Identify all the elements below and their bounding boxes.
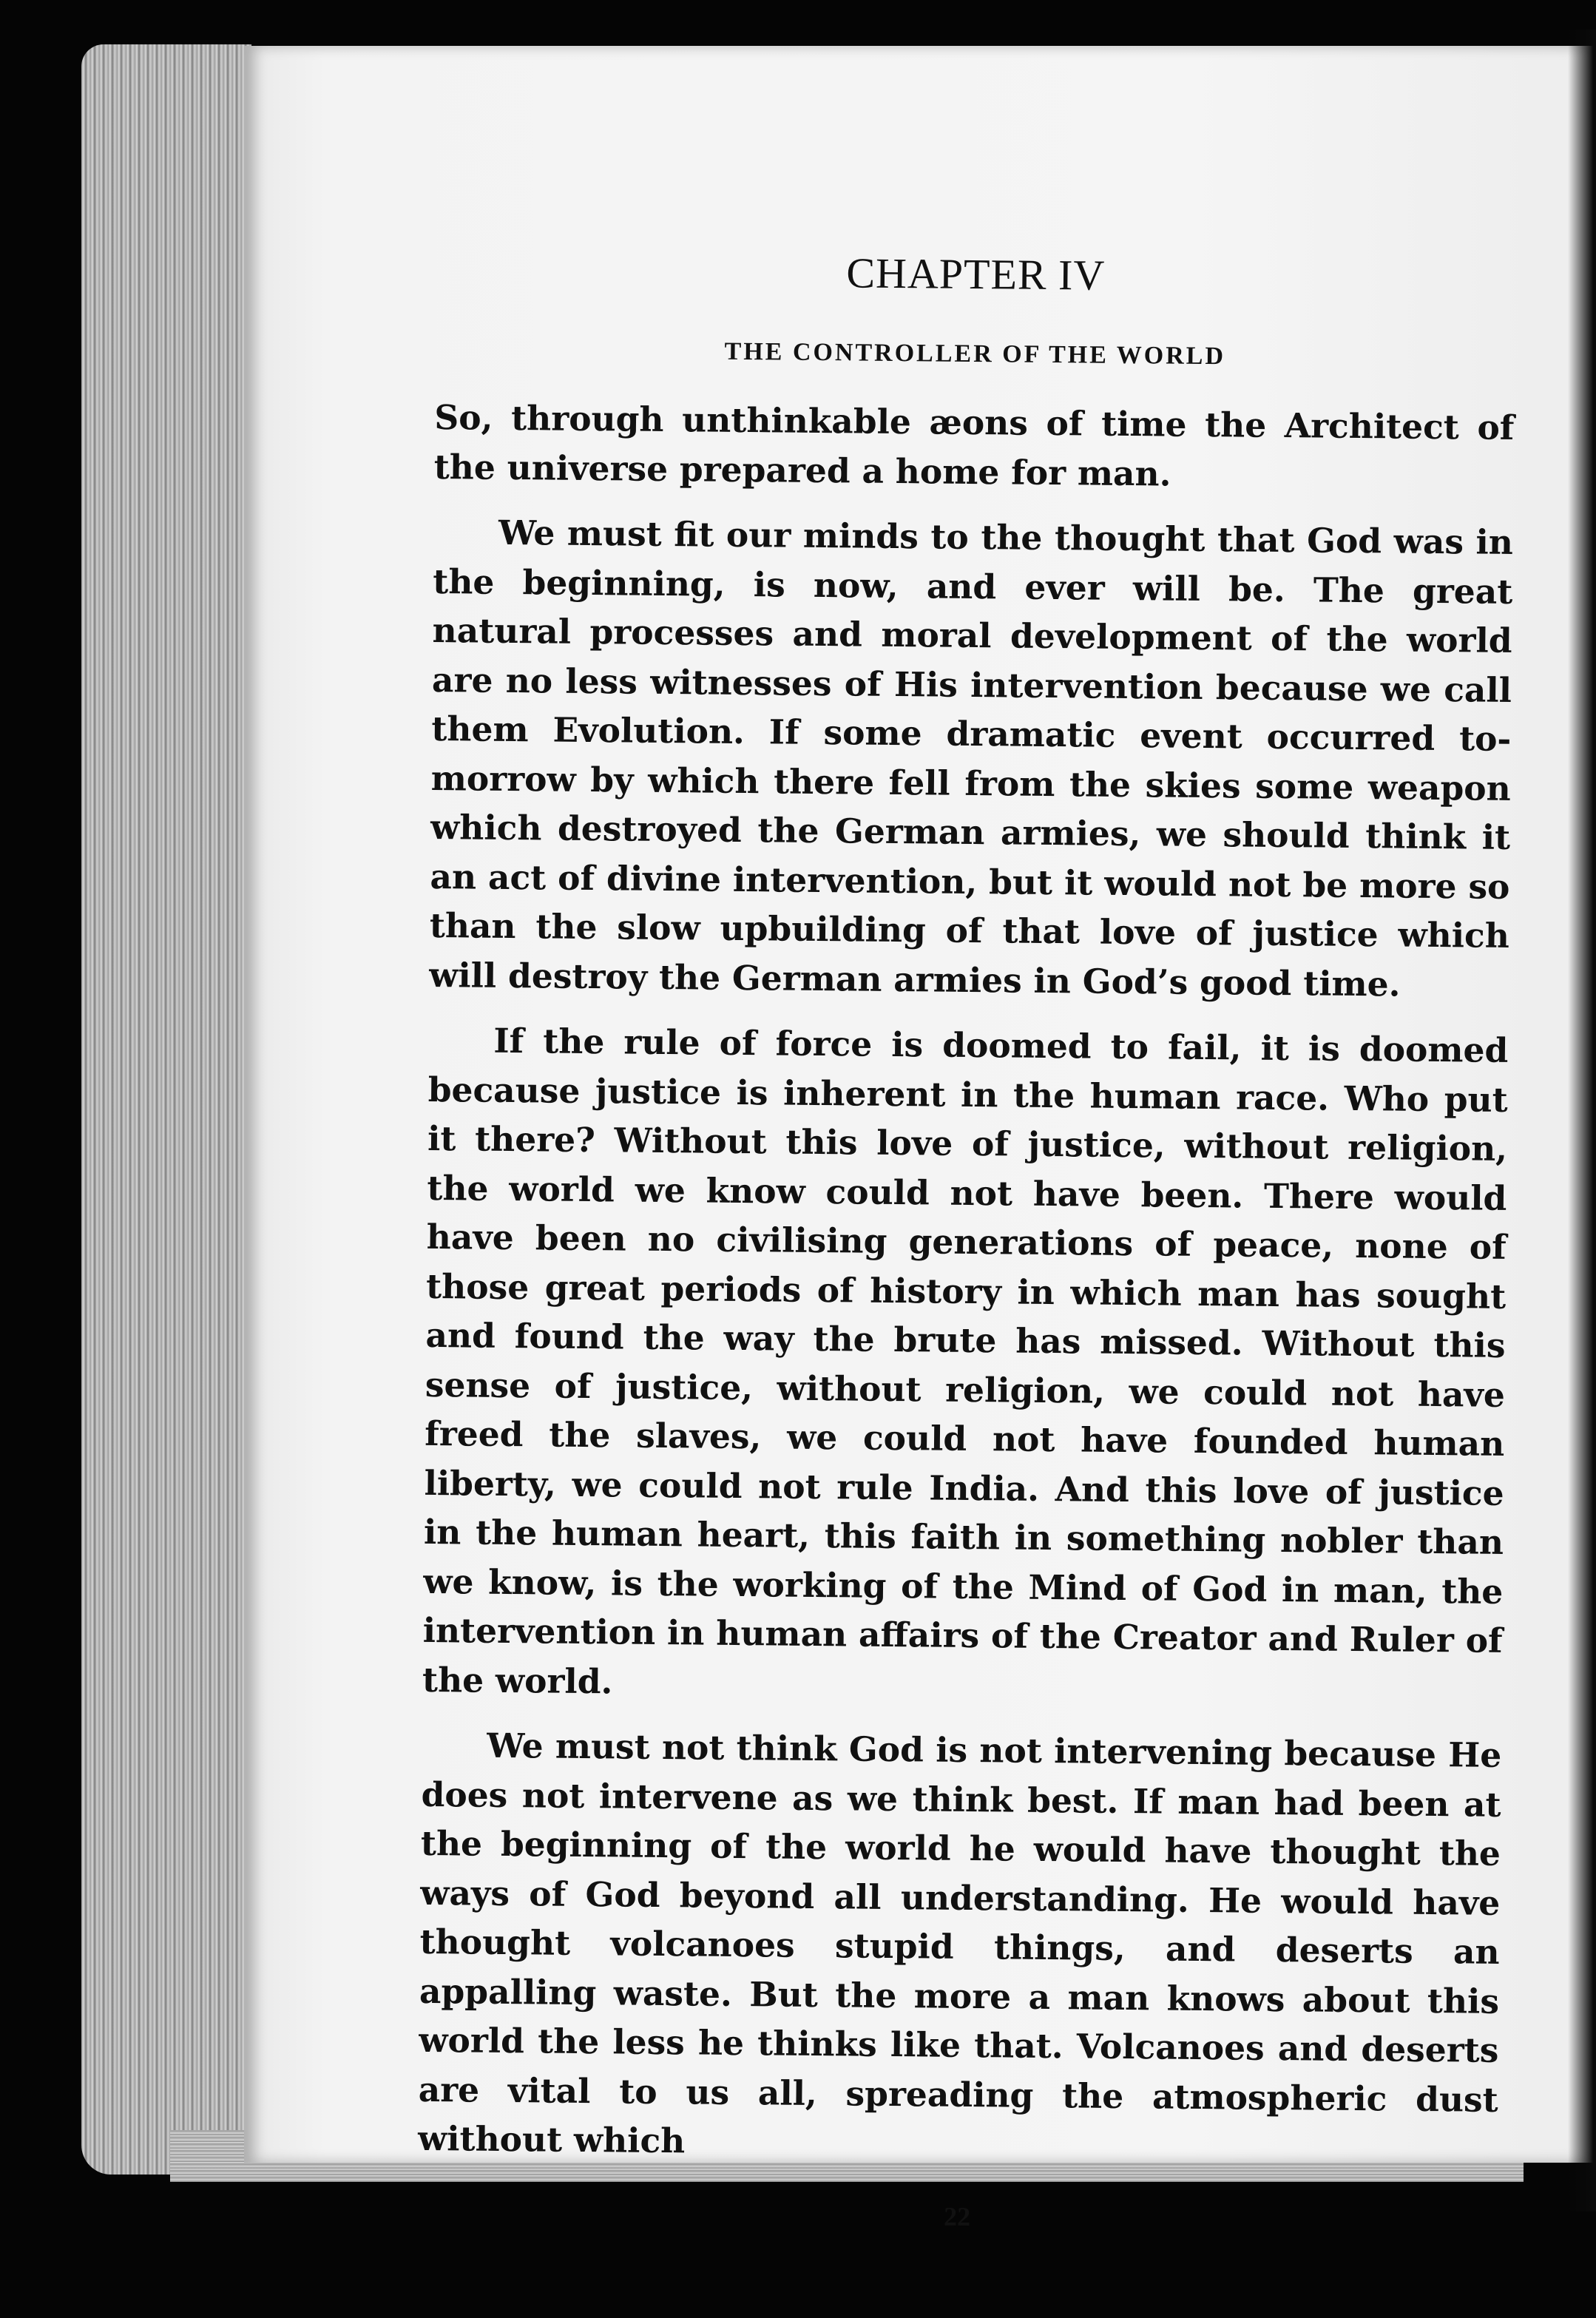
- paragraph-4: We must not think God is not intervening because He does not intervene as we think best. If man had been at the beginning of the world he would have thought the ways of God beyond all understanding. He would have thought volcanoes stupid things, and deserts an appalling waste. But the more a man knows about this world the less he thinks like that. Volcanoes and deserts are vital to us all, spreading the atmospheric dust without which: [417, 1725, 1502, 2161]
- paragraph-3: If the rule of force is doomed to fail, it is doomed because justice is inherent in the human race. Who put it there? Without this love of justice, without religion, the world we know could not have been. There would have been no civilising generations of peace, none of those great periods of history in which man has sought and found the way the brute has missed. Without this sense of justice, without religion, we could not have freed the slaves, we could not have founded human liberty, we could not rule India. And this love of justice in the human heart, this faith in something nobler than we know, is the working of the Mind of God in man, the intervention in human affairs of the Creator and Ruler of the world.: [422, 1020, 1509, 1701]
- chapter-heading: CHAPTER IV: [846, 249, 1106, 300]
- chapter-subheading: THE CONTROLLER OF THE WORLD: [724, 337, 1226, 371]
- paragraph-2: We must fit our minds to the thought that God was in the beginning, is now, and ever will be. The great natural processes and moral development of the world are no less witnesses of His intervention because we call them Evolution. If some dramatic event occurred to-morrow by which there fell from the skies some weapon which destroyed the German armies, we should think it an act of divine intervention, but it would not be more so than the slow upbuilding of that love of justice which will destroy the German armies in God’s good time.: [428, 512, 1514, 1004]
- page-number: 22: [943, 2201, 971, 2231]
- gutter-shadow: [1568, 30, 1596, 2211]
- page-edge-stack: [81, 44, 251, 2175]
- page-text-block: [417, 222, 1516, 2237]
- paragraph-1: So, through unthinkable æons of time the Architect of the universe prepared a home for man.: [433, 396, 1515, 494]
